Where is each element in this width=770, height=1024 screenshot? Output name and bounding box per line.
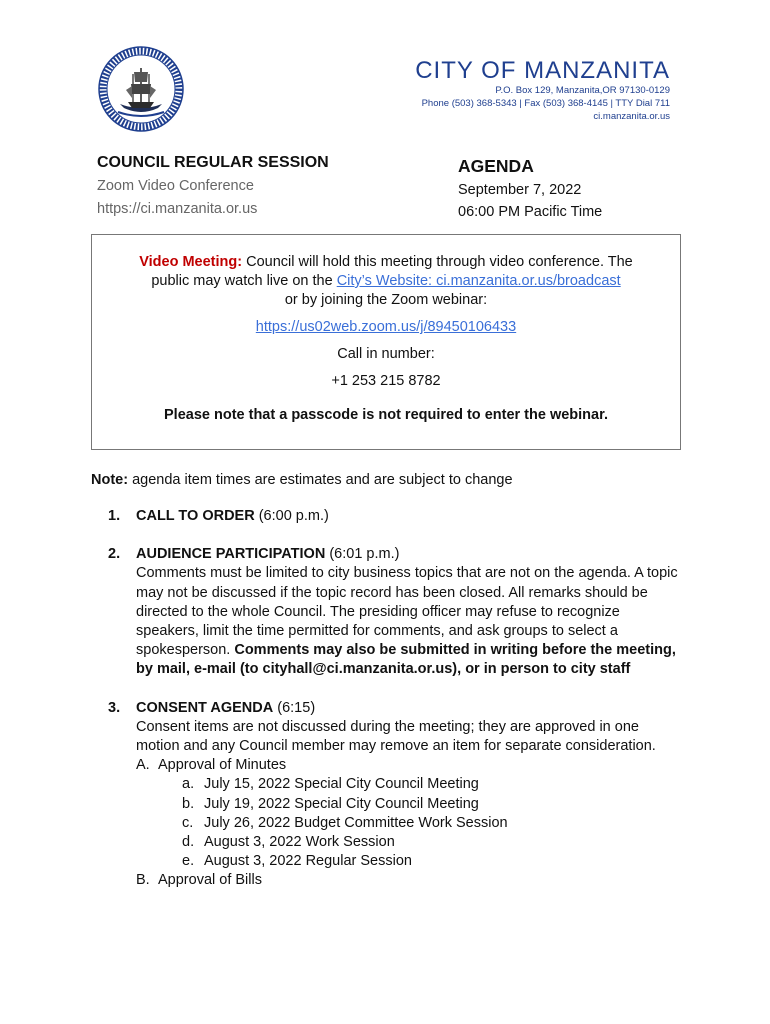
list-text: July 15, 2022 Special City Council Meeting — [204, 776, 479, 793]
item-body-text: Comments must be limited to city business topics that are not on the agenda. A topic may not be discussed if the topic record has been closed. All remarks should be directed to the whole Council. The presiding officer may refuse to recognize speakers, limit the time permitted for comments, and ask groups to select a spokesperson. — [136, 565, 678, 659]
list-item — [182, 833, 680, 852]
list-item — [182, 775, 680, 794]
list-text: July 19, 2022 Special City Council Meeting — [204, 795, 479, 812]
agenda-item-consent-agenda — [108, 699, 680, 891]
item-body: Consent items are not discussed during the meeting; they are approved in one motion and any Council member may remove an item for separate consideration. — [136, 718, 656, 755]
city-seal-logo — [98, 46, 184, 132]
notice-text-2: public may watch live on the — [151, 273, 337, 289]
org-header — [415, 58, 670, 124]
agenda-note — [91, 470, 513, 490]
item-number: 2. — [108, 546, 121, 563]
sub-title: Approval of Bills — [158, 872, 262, 889]
broadcast-link[interactable]: City’s Website: ci.manzanita.or.us/broadcast — [336, 273, 621, 289]
notice-label: Video Meeting: — [139, 254, 243, 270]
item-body-bold: Comments may also be submitted in writing before the meeting, by mail, e-mail (to cityhall@ci.manzanita.or.us), or in person to city staff — [136, 642, 676, 678]
org-name: CITY OF MANZANITA — [415, 57, 670, 84]
consent-sub-a — [136, 756, 680, 775]
list-text: July 26, 2022 Budget Committee Work Session — [204, 814, 508, 831]
meeting-location: Zoom Video Conference — [97, 178, 254, 194]
notice-text-1: Council will hold this meeting through video conference. The — [242, 254, 633, 270]
item-body — [136, 564, 680, 679]
list-item — [182, 814, 680, 833]
list-letter: b. — [182, 795, 195, 812]
notice-line-2 — [92, 272, 680, 291]
list-text: August 3, 2022 Regular Session — [204, 853, 412, 870]
list-item — [182, 795, 680, 814]
meeting-time: 06:00 PM Pacific Time — [458, 204, 603, 220]
list-letter: c. — [182, 814, 194, 831]
org-address: P.O. Box 129, Manzanita,OR 97130-0129 — [495, 85, 670, 96]
agenda-item-audience-participation — [108, 545, 680, 679]
call-in-number: +1 253 215 8782 — [331, 373, 441, 389]
item-title: AUDIENCE PARTICIPATION — [136, 546, 326, 563]
agenda-item-call-to-order — [108, 507, 680, 526]
video-meeting-notice — [91, 234, 681, 450]
meeting-heading — [97, 151, 329, 221]
item-number: 3. — [108, 699, 121, 716]
item-time: (6:15) — [273, 699, 316, 716]
consent-sub-b — [136, 871, 680, 890]
list-text: August 3, 2022 Work Session — [204, 834, 395, 851]
zoom-link-row — [92, 318, 680, 337]
agenda-title: AGENDA — [458, 156, 534, 176]
passcode-note: Please note that a passcode is not required to enter the webinar. — [164, 407, 608, 423]
session-title: COUNCIL REGULAR SESSION — [97, 154, 329, 171]
note-label: Note: — [91, 472, 129, 488]
item-time: (6:00 p.m.) — [254, 508, 329, 524]
item-title: CALL TO ORDER — [136, 508, 255, 524]
meeting-date: September 7, 2022 — [458, 182, 582, 198]
meeting-url[interactable]: https://ci.manzanita.or.us — [97, 201, 258, 217]
call-in-label: Call in number: — [337, 346, 435, 362]
item-number: 1. — [108, 508, 121, 524]
agenda-heading — [458, 153, 602, 223]
notice-line-1 — [92, 253, 680, 272]
zoom-link[interactable]: https://us02web.zoom.us/j/89450106433 — [255, 319, 517, 335]
minutes-list — [136, 775, 680, 871]
sub-title: Approval of Minutes — [158, 757, 287, 774]
list-letter: a. — [182, 776, 195, 793]
agenda-items — [108, 507, 680, 910]
list-letter: d. — [182, 834, 195, 851]
note-text: agenda item times are estimates and are subject to change — [128, 472, 513, 488]
list-item — [182, 852, 680, 871]
item-time: (6:01 p.m.) — [325, 546, 400, 563]
org-phone: Phone (503) 368-5343 | Fax (503) 368-4145 | TTY Dial 711 — [421, 98, 670, 109]
sub-letter: A. — [136, 757, 150, 774]
sub-letter: B. — [136, 872, 150, 889]
org-website: ci.manzanita.or.us — [593, 111, 670, 122]
item-title: CONSENT AGENDA — [136, 699, 274, 716]
notice-line-3: or by joining the Zoom webinar: — [284, 292, 488, 308]
list-letter: e. — [182, 853, 195, 870]
